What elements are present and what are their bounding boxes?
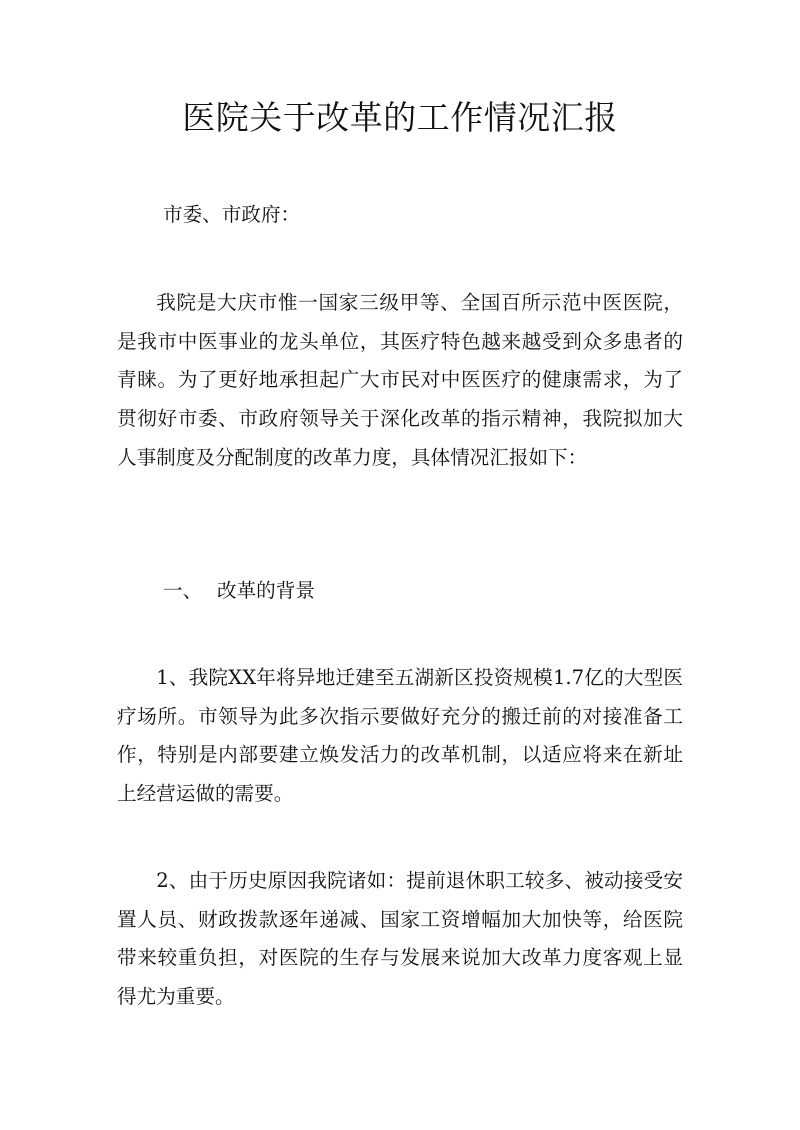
salutation: 市委、市政府： — [163, 203, 301, 226]
point-1-paragraph: 1、我院XX年将异地迁建至五湖新区投资规模1.7亿的大型医疗场所。市领导为此多次指示要做好充分的搬迁前的对接准备工作，特别是内部要建立焕发活力的改革机制，以适应将来在新址上经营运做的需要。 — [117, 666, 683, 806]
section-title: 改革的背景 — [217, 579, 315, 602]
section-heading — [163, 572, 315, 611]
section-number: 一、 — [163, 579, 203, 602]
intro-paragraph: 我院是大庆市惟一国家三级甲等、全国百所示范中医医院，是我市中医事业的龙头单位，其医疗特色越来越受到众多患者的青睐。为了更好地承担起广大市民对中医医疗的健康需求，为了贯彻好市委、市政府领导关于深化改革的指示精神，我院拟加大人事制度及分配制度的改革力度，具体情况汇报如下： — [117, 291, 683, 469]
point-2-paragraph: 2、由于历史原因我院诸如：提前退休职工较多、被动接受安置人员、财政拨款逐年递减、国家工资增幅加大加快等，给医院带来较重负担，对医院的生存与发展来说加大改革力度客观上显得尤为重要。 — [117, 869, 683, 1009]
document-title: 医院关于改革的工作情况汇报 — [182, 98, 618, 137]
